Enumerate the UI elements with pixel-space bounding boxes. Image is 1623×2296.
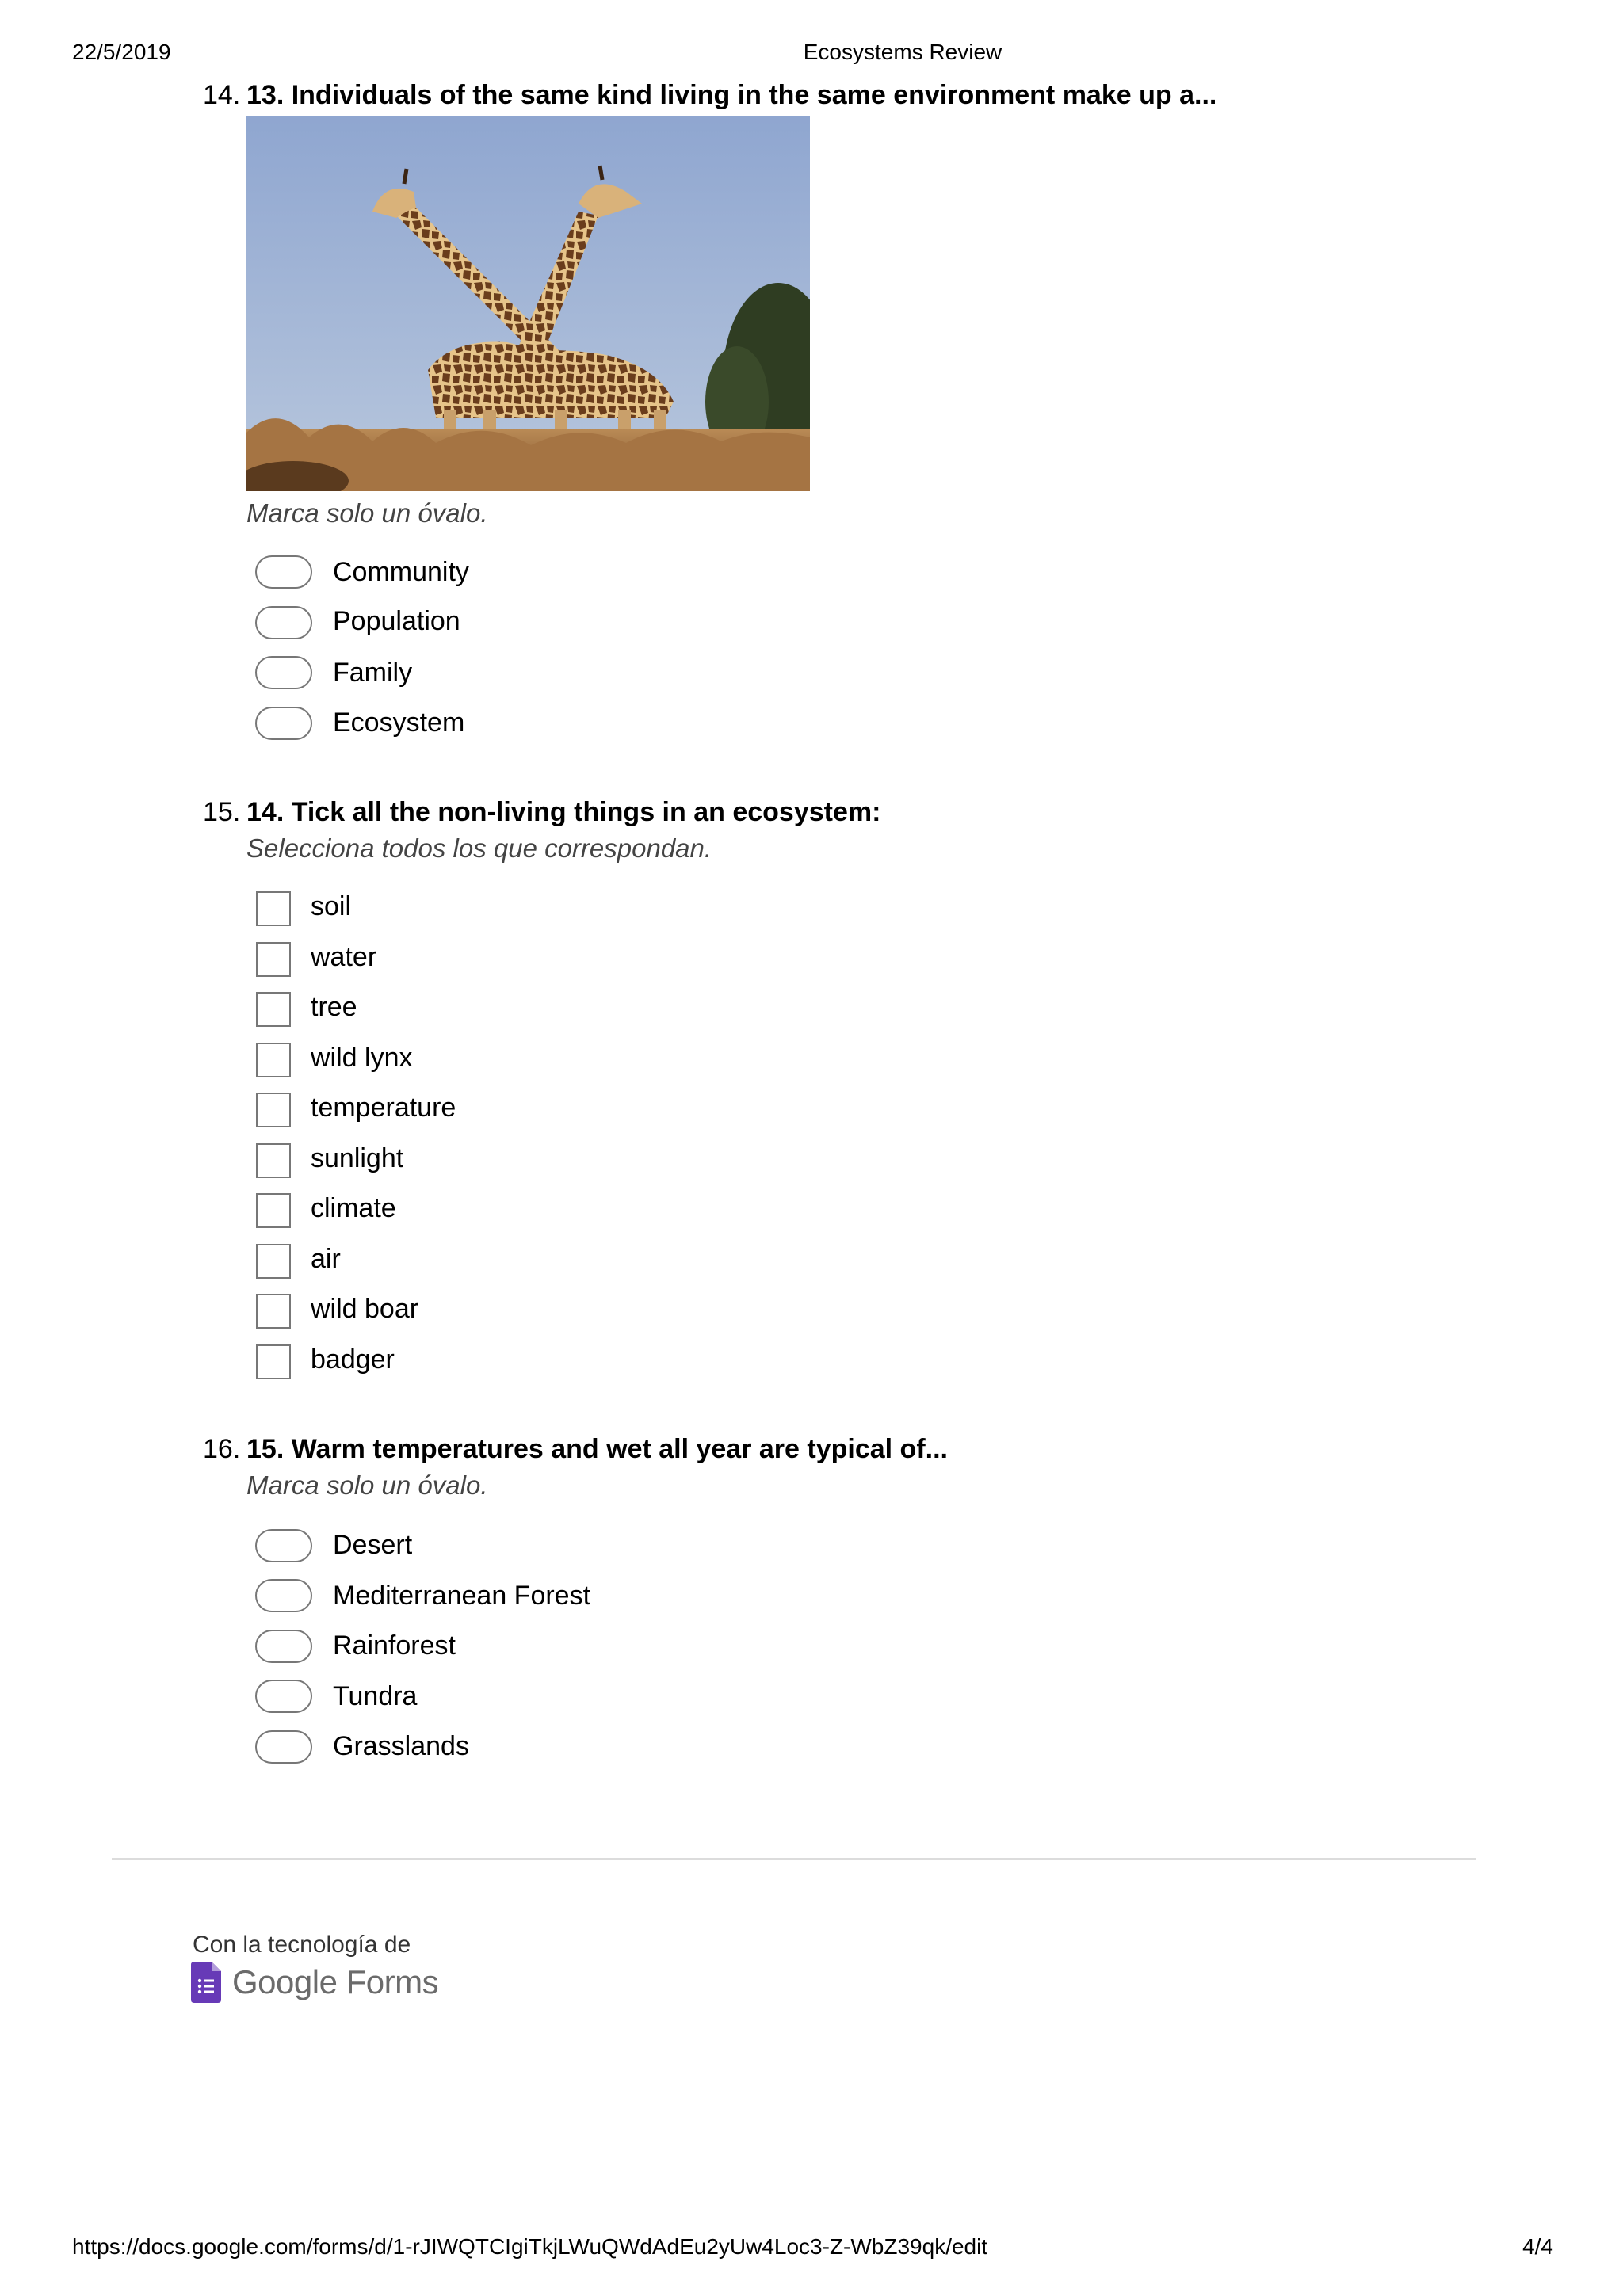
radio-option-grasslands[interactable] [255, 1730, 312, 1764]
option-label: Family [333, 658, 413, 688]
option-label: Population [333, 606, 460, 636]
checkbox-water[interactable] [256, 942, 291, 977]
print-url: https://docs.google.com/forms/d/1-rJIWQTCIgiTkjLWuQWdAdEu2yUw4Loc3-Z-WbZ39qk/edit [72, 2234, 988, 2259]
option-label: Grasslands [333, 1731, 469, 1761]
option-label: Desert [333, 1530, 413, 1560]
radio-option-tundra[interactable] [255, 1680, 312, 1713]
section-divider [112, 1858, 1476, 1860]
checkbox-wild-lynx[interactable] [256, 1043, 291, 1077]
option-label: badger [311, 1344, 395, 1375]
option-label: wild lynx [311, 1043, 413, 1073]
option-label: Rainforest [333, 1630, 456, 1661]
page-number: 4/4 [1522, 2234, 1553, 2259]
checkbox-temperature[interactable] [256, 1093, 291, 1127]
powered-by-text: Con la tecnología de [193, 1932, 411, 1958]
checkbox-climate[interactable] [256, 1193, 291, 1228]
radio-option-ecosystem[interactable] [255, 707, 312, 740]
option-label: soil [311, 891, 352, 921]
question-title: 13. Individuals of the same kind living in the same environment make up a... [246, 80, 1217, 110]
question-number: 16. [203, 1434, 241, 1464]
question-title: 14. Tick all the non-living things in an ecosystem: [246, 797, 881, 827]
question-hint: Selecciona todos los que correspondan. [246, 833, 712, 863]
option-label: Community [333, 557, 469, 587]
option-label: Mediterranean Forest [333, 1581, 591, 1611]
giraffes-image [246, 116, 810, 491]
option-label: climate [311, 1193, 396, 1223]
radio-option-family[interactable] [255, 656, 312, 689]
question-hint: Marca solo un óvalo. [246, 498, 488, 528]
google-forms-icon [191, 1962, 221, 2003]
option-label: temperature [311, 1093, 456, 1123]
question-number: 14. [203, 80, 241, 110]
question-title: 15. Warm temperatures and wet all year are typical of... [246, 1434, 948, 1464]
checkbox-air[interactable] [256, 1244, 291, 1279]
radio-option-desert[interactable] [255, 1529, 312, 1562]
question-hint: Marca solo un óvalo. [246, 1470, 488, 1500]
print-date: 22/5/2019 [72, 40, 171, 64]
checkbox-sunlight[interactable] [256, 1143, 291, 1178]
option-label: wild boar [311, 1294, 419, 1324]
checkbox-wild-boar[interactable] [256, 1294, 291, 1329]
checkbox-tree[interactable] [256, 992, 291, 1027]
option-label: tree [311, 992, 357, 1022]
option-label: water [311, 942, 377, 972]
print-title: Ecosystems Review [803, 40, 1002, 64]
google-forms-logo[interactable] [191, 1960, 438, 2004]
option-label: sunlight [311, 1143, 404, 1173]
radio-option-community[interactable] [255, 555, 312, 589]
checkbox-soil[interactable] [256, 891, 291, 926]
option-label: Tundra [333, 1681, 418, 1711]
option-label: air [311, 1244, 341, 1274]
radio-option-population[interactable] [255, 606, 312, 639]
logo-text: Google Forms [232, 1963, 439, 2000]
checkbox-badger[interactable] [256, 1344, 291, 1379]
question-number: 15. [203, 797, 241, 827]
option-label: Ecosystem [333, 707, 465, 738]
radio-option-rainforest[interactable] [255, 1630, 312, 1663]
radio-option-mediterranean-forest[interactable] [255, 1579, 312, 1612]
